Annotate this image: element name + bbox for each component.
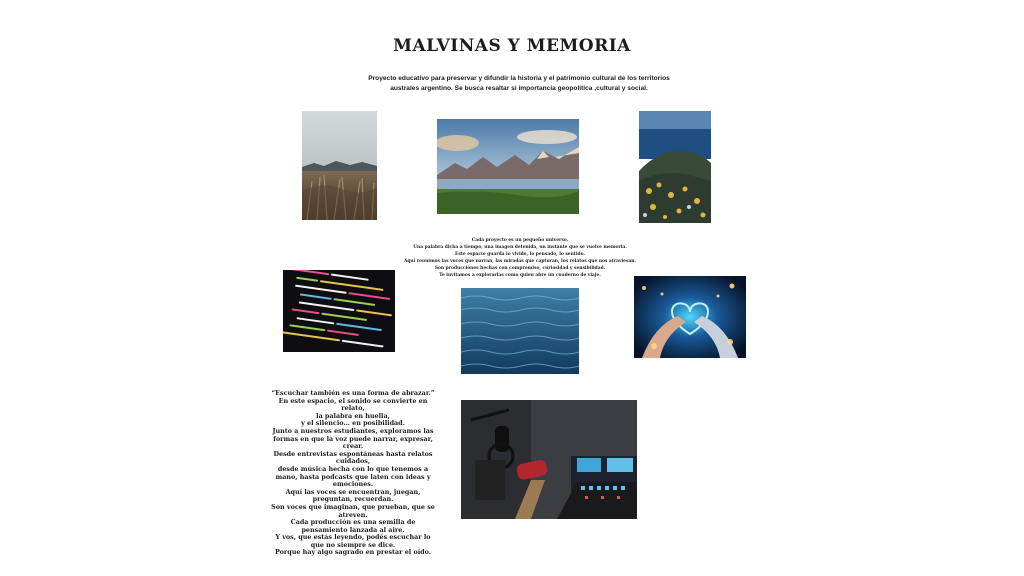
intro-line: Son producciones hechas con compromiso, curiosidad y sensibilidad.: [434, 265, 606, 271]
intro-line: Este espacio guarda lo vivido, lo pensado, lo sentido.: [455, 251, 585, 257]
intro-line: Una palabra dicha a tiempo, una imagen detenida, un instante que se vuelve memoria.: [413, 244, 627, 250]
poem-line: y el silencio… en posibilidad.: [301, 419, 405, 428]
ocean-water-photo: [461, 288, 579, 374]
poem-line: Aquí las voces se encuentran, juegan, preguntan, recuerdan.: [285, 487, 421, 504]
poem-line: Desde entrevistas espontáneas hasta relatos cuidados,: [273, 449, 433, 466]
intro-line: Aquí reunimos las voces que narran, las miradas que capturan, los relatos que nos atraviesan.: [403, 258, 637, 264]
poem-line: Junto a nuestros estudiantes, exploramos las formas en que la voz puede narrar, expresar, crear.: [272, 426, 434, 451]
page-subtitle: Proyecto educativo para preservar y difundir la historia y el patrimonio cultural de los territorios australes argentino. Se busca resaltar si importancia geopolítica ,cultural y social.: [368, 75, 670, 92]
poem-line: Porque hay algo sagrado en prestar el oído.: [275, 548, 431, 557]
poem-line: la palabra en huella,: [316, 411, 390, 420]
coastal-cliff-flowers-photo: [639, 111, 711, 223]
radio-studio-microphone-photo: [461, 400, 637, 519]
intro-text: [392, 238, 648, 279]
code-screen-photo: [283, 270, 395, 352]
poem-line: Son voces que imaginan, que prueban, que se atreven.: [271, 502, 435, 519]
page-title: MALVINAS Y MEMORIA: [393, 36, 631, 56]
poem-line: Cada producción es una semilla de pensamiento lanzada al aire.: [290, 518, 416, 534]
poem-line: “Escuchar también es una forma de abrazar.”: [271, 389, 435, 397]
intro-line: Cada proyecto es un pequeño universo.: [471, 238, 569, 243]
tussock-grass-landscape-photo: [302, 111, 377, 220]
mountain-lake-sunset-photo: [437, 119, 579, 214]
poem-line: Y vos, que estás leyendo, podés escuchar lo que no siempre se dice.: [275, 533, 431, 549]
robot-heart-hands-photo: [634, 276, 746, 358]
poem-text: [270, 390, 436, 557]
poem-line: desde música hecha con lo que tenemos a mano, hasta podcasts que laten con ideas y emociones.: [275, 464, 431, 489]
poem-line: En este espacio, el sonido se convierte en relato,: [278, 396, 428, 413]
intro-line: Te invitamos a explorarlas como quien abre un cuaderno de viaje.: [439, 272, 601, 278]
